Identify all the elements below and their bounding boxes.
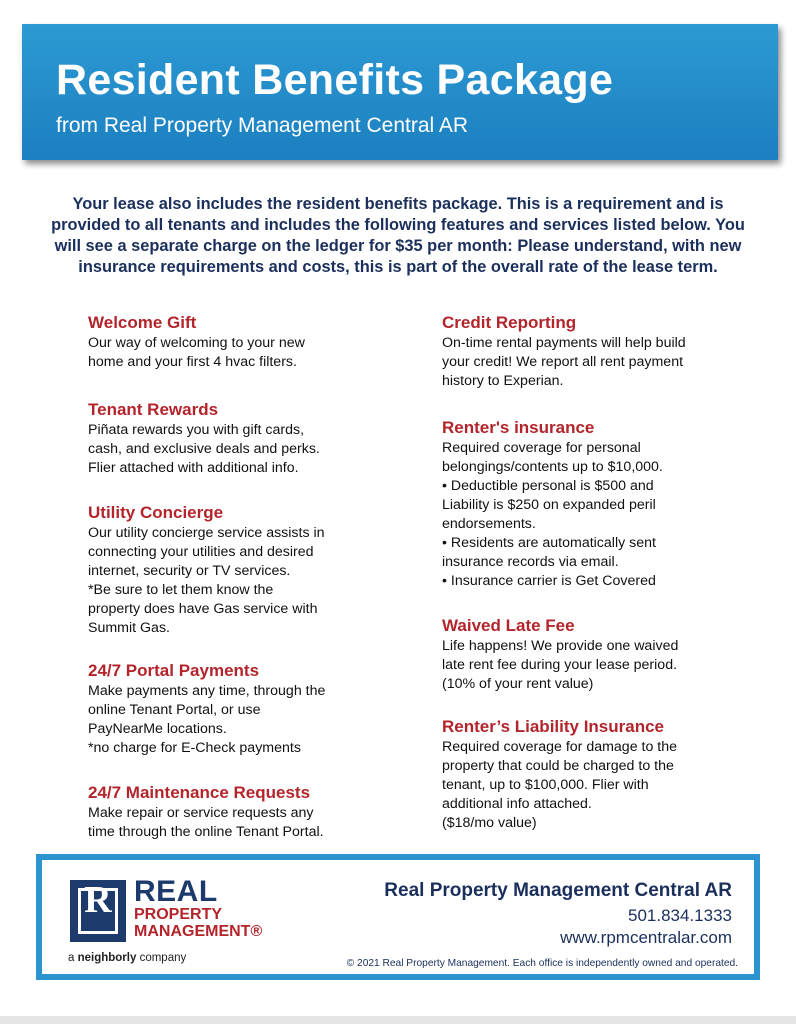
rpm-logo-icon — [70, 880, 126, 942]
benefit-credit-reporting — [442, 312, 742, 391]
benefit-waived-late-fee — [442, 615, 742, 694]
benefits-left-column — [88, 312, 368, 842]
benefit-body: Life happens! We provide one waived late rent fee during your lease period. (10% of your rent value) — [442, 638, 679, 692]
company-name: Real Property Management Central AR — [384, 880, 732, 901]
logo-letter: R — [84, 879, 112, 921]
tagline-prefix: a — [68, 952, 78, 964]
footer-box — [36, 854, 760, 980]
benefit-welcome-gift — [88, 312, 368, 372]
benefit-title: Waived Late Fee — [442, 616, 575, 635]
benefit-utility-concierge — [88, 502, 368, 638]
benefit-title: Renter’s Liability Insurance — [442, 717, 665, 736]
neighborly-tagline — [68, 952, 186, 964]
copyright-notice: © 2021 Real Property Management. Each office is independently owned and operated. — [346, 958, 738, 969]
bottom-edge — [0, 1016, 796, 1024]
page-subtitle: from Real Property Management Central AR — [56, 114, 469, 137]
benefit-title: Credit Reporting — [442, 313, 577, 332]
benefit-body: Make repair or service requests any time through the online Tenant Portal. — [88, 805, 324, 840]
benefit-body: Required coverage for damage to the property that could be charged to the tenant, up to $100,000. Flier with additional info attached. ($18/mo value) — [442, 739, 678, 831]
benefit-maintenance-requests — [88, 782, 368, 842]
benefit-portal-payments — [88, 660, 368, 758]
benefit-body: Our way of welcoming to your new home and your first 4 hvac filters. — [88, 335, 305, 370]
benefit-body: Required coverage for personal belongings/contents up to $10,000. • Deductible personal is $500 and Liability is $250 on expanded peril endorsements. • Residents are automatically sent insurance records via email. • Insurance carrier is Get Covered — [442, 440, 663, 589]
benefit-title: Tenant Rewards — [88, 400, 219, 419]
logo-line-3: MANAGEMENT® — [134, 923, 263, 940]
logo-line-2: PROPERTY — [134, 906, 223, 923]
benefit-liability-insurance — [442, 716, 742, 833]
page-title: Resident Benefits Package — [56, 56, 614, 104]
benefit-title: Utility Concierge — [88, 503, 224, 522]
benefit-title: 24/7 Portal Payments — [88, 661, 260, 680]
benefit-body: Our utility concierge service assists in connecting your utilities and desired internet, security or TV services. *Be sure to let them know the property does have Gas service with Summit Gas. — [88, 525, 325, 636]
benefit-tenant-rewards — [88, 399, 368, 478]
benefit-body: Make payments any time, through the online Tenant Portal, or use PayNearMe locations. *no charge for E-Check payments — [88, 683, 326, 756]
benefit-title: Renter's insurance — [442, 418, 595, 437]
benefit-title: 24/7 Maintenance Requests — [88, 783, 311, 802]
benefit-renters-insurance — [442, 417, 742, 591]
header-banner — [22, 24, 778, 160]
benefit-body: On-time rental payments will help build your credit! We report all rent payment history to Experian. — [442, 335, 686, 389]
intro-paragraph: Your lease also includes the resident benefits package. This is a requirement and is provided to all tenants and includes the following features and services listed below. You will see a separate charge on the ledger for $35 per month: Please understand, with new insurance requirements and costs, this is part of the overall rate of the lease term. — [51, 195, 745, 276]
company-website-link[interactable]: www.rpmcentralar.com — [560, 928, 732, 947]
logo-line-1: REAL — [134, 875, 218, 908]
tagline-brand: neighborly — [77, 952, 137, 964]
logo-wordmark — [134, 875, 263, 940]
tagline-suffix: company — [136, 952, 187, 964]
benefit-title: Welcome Gift — [88, 313, 197, 332]
benefit-body: Piñata rewards you with gift cards, cash, and exclusive deals and perks. Flier attached with additional info. — [88, 422, 320, 476]
company-phone[interactable]: 501.834.1333 — [628, 906, 732, 925]
benefits-right-column — [442, 312, 742, 833]
